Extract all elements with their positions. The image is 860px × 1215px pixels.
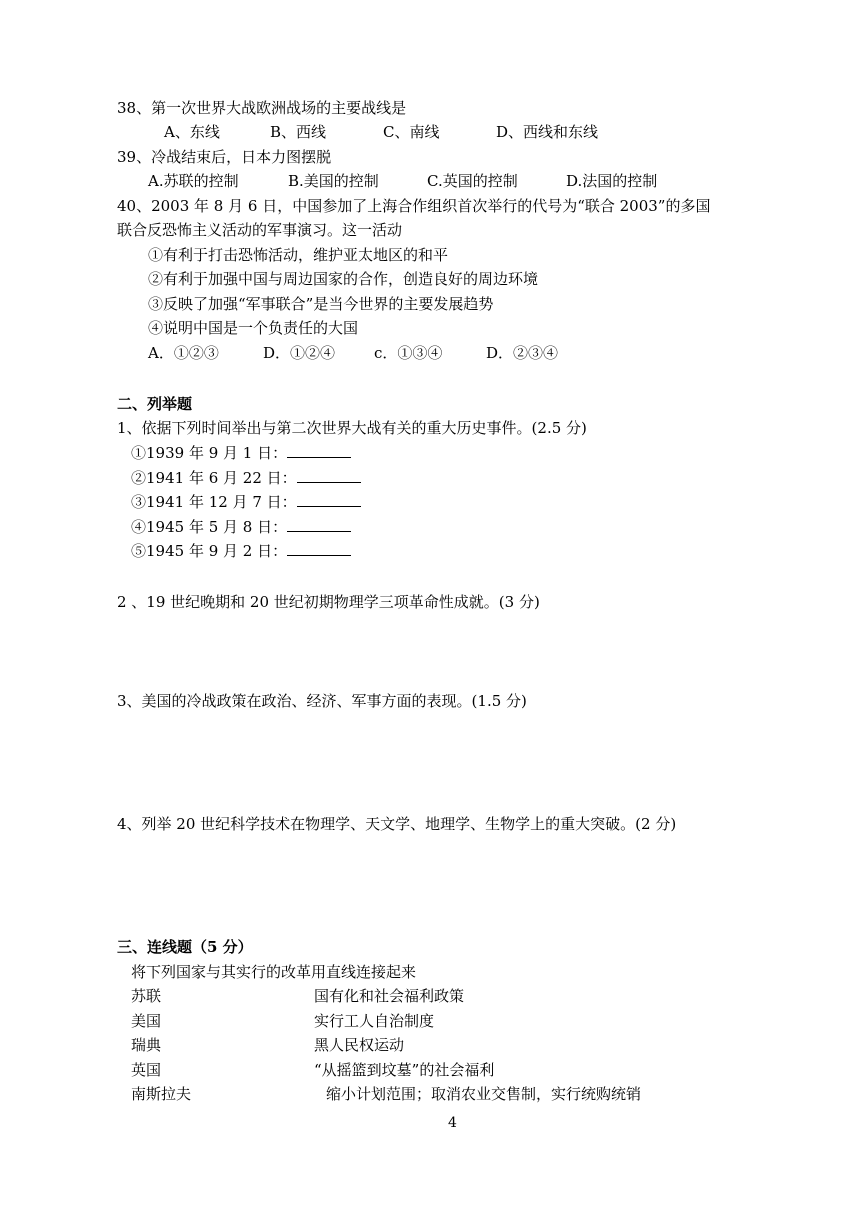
s2-q4: 4、列举 20 世纪科学技术在物理学、天文学、地理学、生物学上的重大突破。(2 分) (117, 815, 677, 833)
answer-blank[interactable] (287, 517, 351, 532)
question-40-stem-line1: 40、2003 年 8 月 6 日，中国参加了上海合作组织首次举行的代号为“联合 2003”的多国 (117, 197, 711, 215)
country-item[interactable]: 南斯拉夫 (131, 1085, 192, 1103)
s2-q2: 2 、19 世纪晚期和 20 世纪初期物理学三项革命性成就。(3 分) (117, 593, 540, 611)
q39-option-b: B.美国的控制 (288, 172, 379, 190)
q40-item-3: ③反映了加强“军事联合”是当今世界的主要发展趋势 (148, 295, 494, 313)
q39-option-c: C.英国的控制 (427, 172, 518, 190)
reform-item[interactable]: 国有化和社会福利政策 (314, 987, 465, 1005)
s2-q1-item-3-label: ③1941 年 12 月 7 日： (131, 493, 297, 511)
s3-instruction: 将下列国家与其实行的改革用直线连接起来 (131, 963, 417, 981)
q40-option-b: D．①②④ (263, 344, 336, 362)
question-38-stem: 38、第一次世界大战欧洲战场的主要战线是 (117, 99, 407, 117)
page-number: 4 (448, 1115, 457, 1131)
section-3-title: 三、连线题（5 分） (117, 938, 253, 956)
reform-item[interactable]: 实行工人自治制度 (314, 1012, 435, 1030)
s2-q1-item-5-label: ⑤1945 年 9 月 2 日： (131, 542, 288, 560)
q38-option-a: A、东线 (164, 123, 220, 141)
s2-q1-item-4-label: ④1945 年 5 月 8 日： (131, 518, 288, 536)
country-item[interactable]: 瑞典 (131, 1036, 162, 1054)
s2-q1-item-2 (131, 468, 361, 488)
s2-q1-item-4 (131, 517, 351, 537)
q40-item-4: ④说明中国是一个负责任的大国 (148, 319, 359, 337)
q40-option-d: D．②③④ (486, 344, 559, 362)
q40-item-2: ②有利于加强中国与周边国家的合作，创造良好的周边环境 (148, 270, 539, 288)
s2-q1-item-5 (131, 541, 351, 561)
s2-q1-item-1 (131, 443, 351, 463)
s2-q3: 3、美国的冷战政策在政治、经济、军事方面的表现。(1.5 分) (117, 692, 527, 710)
answer-blank[interactable] (287, 541, 351, 556)
q38-option-c: C、南线 (383, 123, 440, 141)
question-40-stem-line2: 联合反恐怖主义活动的军事演习。这一活动 (117, 221, 403, 239)
q40-item-1: ①有利于打击恐怖活动，维护亚太地区的和平 (148, 246, 449, 264)
q38-option-d: D、西线和东线 (496, 123, 599, 141)
question-39-stem: 39、冷战结束后，日本力图摆脱 (117, 148, 332, 166)
answer-blank[interactable] (287, 443, 351, 458)
country-item[interactable]: 苏联 (131, 987, 162, 1005)
s2-q1-item-1-label: ①1939 年 9 月 1 日： (131, 444, 288, 462)
q40-option-c: c．①③④ (374, 344, 443, 362)
country-item[interactable]: 英国 (131, 1061, 162, 1079)
section-2-title: 二、列举题 (117, 395, 193, 413)
q39-option-d: D.法国的控制 (566, 172, 658, 190)
answer-blank[interactable] (297, 468, 361, 483)
s2-q1-item-2-label: ②1941 年 6 月 22 日： (131, 469, 297, 487)
q39-option-a: A.苏联的控制 (148, 172, 239, 190)
s2-q1-item-3 (131, 492, 361, 512)
q38-option-b: B、西线 (270, 123, 327, 141)
reform-item[interactable]: “从摇篮到坟墓”的社会福利 (314, 1061, 495, 1079)
answer-blank[interactable] (297, 492, 361, 507)
country-item[interactable]: 美国 (131, 1012, 162, 1030)
s2-q1-stem: 1、依据下列时间举出与第二次世界大战有关的重大历史事件。(2.5 分) (117, 419, 587, 437)
reform-item[interactable]: 黑人民权运动 (314, 1036, 405, 1054)
reform-item[interactable]: 缩小计划范围；取消农业交售制，实行统购统销 (326, 1085, 642, 1103)
q40-option-a: A．①②③ (148, 344, 219, 362)
